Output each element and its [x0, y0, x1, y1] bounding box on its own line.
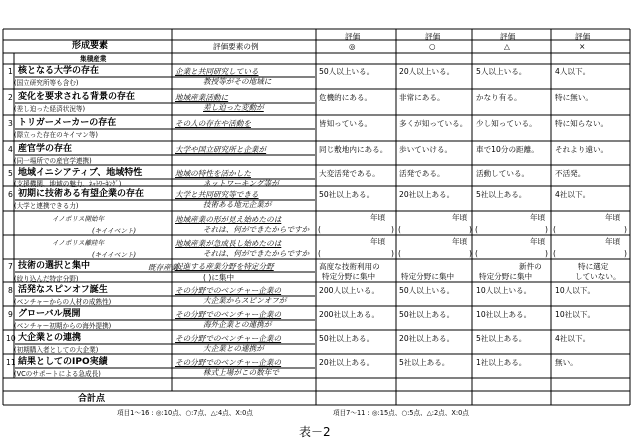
row-6-number: 6: [8, 190, 13, 199]
row-10-title: 大企業との連携: [18, 333, 82, 343]
row-7-eval-1-top: 高度な技術利用の: [319, 262, 380, 271]
innopolis-start-keyevent: (キイイベント): [92, 227, 137, 235]
symbol-double-circle: ◎: [349, 42, 356, 51]
row-10-number: 10: [6, 334, 16, 343]
decline-paren-close-1: ): [391, 249, 394, 258]
decline-paren-2: (: [398, 249, 401, 258]
row-7-eval-4: 特に選定: [578, 262, 609, 271]
row-1-title: 核となる大学の存在: [18, 66, 100, 76]
row-1-eval-4: 4人以下。: [555, 67, 591, 76]
row-5-example-2: ネットワーキング等が: [203, 179, 279, 188]
row-10-example-2: 大企業との連携が: [203, 344, 264, 353]
row-9-eval-1: 200社以上ある。: [319, 310, 380, 319]
row-4-number: 4: [8, 145, 13, 154]
row-9-eval-3: 10社以上ある。: [476, 310, 532, 319]
eval-header-3: 評価: [500, 32, 516, 41]
innopolis-decline-label: イノポリス離陸年: [52, 239, 105, 247]
row-4-eval-1: 同じ敷地内にある。: [319, 145, 388, 154]
start-paren-close-4: ): [624, 225, 627, 234]
row-1-example-1: 企業と共同研究している: [175, 67, 259, 76]
row-8-eval-3: 10人以上いる。: [476, 286, 532, 295]
start-paren-close-2: ): [469, 225, 472, 234]
eval-header-2: 評価: [425, 32, 441, 41]
row-11-title: 結果としてのIPO実績: [18, 357, 108, 367]
row-2-example-2: 差し迫った変動が: [203, 103, 264, 112]
row-8-eval-1: 200人以上いる。: [319, 286, 380, 295]
row-3-eval-1: 皆知っている。: [319, 119, 373, 128]
row-10-eval-4: 4社以下。: [555, 334, 591, 343]
decline-paren-close-2: ): [469, 249, 472, 258]
row-4-sub: (同一場所での産官学連携): [14, 157, 92, 165]
row-2-title: 変化を要求される背景の存在: [18, 92, 136, 102]
row-11-example-2: 株式上場がこの数年で: [203, 368, 279, 377]
row-2-eval-2: 非常にある。: [399, 93, 445, 102]
scoring-legend-b: 項目7～11 : ◎:15点、○:5点、△:2点、X:0点: [333, 409, 469, 417]
row-6-example-1: 大学と共同研究等できる: [175, 190, 259, 199]
row-3-number: 3: [8, 119, 13, 128]
row-11-example-1: その分野でのベンチャー企業の: [175, 358, 282, 367]
row-7-example-1: 既存産業: [148, 263, 179, 272]
innopolis-start-label: イノポリス開始年: [52, 215, 105, 223]
row-1-eval-3: 5人以上いる。: [476, 67, 527, 76]
start-paren-4: (: [553, 225, 556, 234]
start-year-4: 年頃: [605, 213, 621, 222]
eval-header-1: 評価: [345, 32, 361, 41]
start-paren-3: (: [475, 225, 478, 234]
row-7-title: 技術の選択と集中: [18, 261, 91, 271]
innopolis-start-example-2: それは、何ができたからですか: [203, 225, 310, 234]
row-10-eval-1: 50社以上ある。: [319, 334, 375, 343]
row-5-eval-2: 活発である。: [399, 169, 445, 178]
table-caption: 表－2: [299, 425, 331, 439]
row-9-eval-2: 50社以上ある。: [399, 310, 455, 319]
row-8-eval-2: 50人以上いる。: [399, 286, 455, 295]
row-1-eval-2: 20人以上いる。: [399, 67, 455, 76]
example-header: 評価要素の例: [213, 42, 259, 51]
innopolis-start-example-1: 地域産業の形が見え始めたのは: [175, 215, 282, 224]
row-3-eval-3: 少し知っている。: [476, 119, 537, 128]
symbol-circle: ○: [429, 42, 436, 51]
row-7-sub: (絞り込んだ特定分野): [14, 275, 79, 283]
row-10-example-1: その分野でのベンチャー企業の: [175, 334, 282, 343]
decline-year-4: 年頃: [605, 237, 621, 246]
row-5-example-1: 地域の特性を活かした: [175, 169, 251, 178]
row-6-example-2: 技術ある地元企業が: [203, 200, 272, 209]
row-8-number: 8: [8, 286, 13, 295]
start-year-2: 年頃: [452, 213, 468, 222]
row-5-eval-1: 大変活発である。: [319, 169, 380, 178]
row-1-sub: (国立研究所等も含む): [14, 79, 79, 87]
scoring-legend-a: 項目1～16 : ◎:10点、○:7点、△:4点、X:0点: [117, 409, 253, 417]
row-9-sub: (ベンチャー初期からの海外提携): [14, 322, 112, 330]
row-7-example-3: ( )に集中: [203, 273, 235, 282]
decline-year-2: 年頃: [452, 237, 468, 246]
factor-header: 形成要素: [72, 41, 109, 51]
row-10-eval-2: 20社以上ある。: [399, 334, 455, 343]
start-paren-2: (: [398, 225, 401, 234]
row-1-eval-1: 50人以上いる。: [319, 67, 375, 76]
row-6-eval-1: 50社以上ある。: [319, 190, 375, 199]
row-5-sub: (支援機関、地域の魅力、ﾈｯﾄﾜｰｷﾝｸﾞ): [14, 180, 122, 188]
row-3-sub: (際立った存在のキイマン等): [14, 131, 99, 139]
row-9-eval-4: 10社以下。: [555, 310, 596, 319]
row-6-sub: (大学と連携できる力): [14, 202, 79, 210]
row-8-eval-4: 10人以下。: [555, 286, 596, 295]
cluster-industry-label: 集積産業: [80, 55, 107, 63]
row-7-eval-3: 特定分野に集中: [479, 272, 533, 281]
total-label: 合計点: [78, 394, 106, 404]
row-3-example-1: その人の存在や活動を: [175, 119, 251, 128]
row-1-example-2: 教授等がその地域に: [203, 77, 272, 86]
row-6-eval-2: 20社以上ある。: [399, 190, 455, 199]
row-8-title: 活発なスピンオフ誕生: [18, 285, 108, 295]
start-paren-close-3: ): [545, 225, 548, 234]
row-6-eval-4: 4社以下。: [555, 190, 591, 199]
row-8-example-2: 大企業からスピンオフが: [203, 296, 287, 305]
row-7-eval-2: 特定分野に集中: [401, 272, 455, 281]
innopolis-decline-example-1: 地域産業が急成長し始めたのは: [175, 239, 282, 248]
row-7-eval-4-top: 新件の: [519, 262, 542, 271]
decline-paren-close-4: ): [624, 249, 627, 258]
row-7-example-2: 促進する産業分野を特定分野: [175, 262, 274, 271]
row-2-example-1: 地域産業活動に: [175, 93, 229, 102]
row-5-eval-3: 活動している。: [476, 169, 530, 178]
decline-paren-1: (: [318, 249, 321, 258]
decline-paren-4: (: [553, 249, 556, 258]
eval-header-4: 評価: [575, 32, 591, 41]
row-7-number: 7: [8, 262, 13, 271]
start-year-3: 年頃: [530, 213, 546, 222]
row-7-eval-4-bottom: していない。: [575, 272, 621, 281]
row-3-title: トリガーメーカーの存在: [18, 118, 117, 128]
row-9-example-1: その分野でのベンチャー企業の: [175, 310, 282, 319]
decline-year-3: 年頃: [530, 237, 546, 246]
row-2-eval-1: 危機的にある。: [319, 93, 373, 102]
row-1-number: 1: [8, 67, 13, 76]
start-year-1: 年頃: [370, 213, 386, 222]
row-5-title: 地域イニシアティブ、地域特性: [18, 168, 143, 178]
row-4-eval-4: それより遠い。: [555, 145, 609, 154]
row-9-example-2: 海外企業との連携が: [203, 320, 272, 329]
row-11-eval-2: 5社以上ある。: [399, 358, 450, 367]
innopolis-decline-keyevent: (キイイベント): [92, 251, 137, 259]
row-2-eval-3: かなり有る。: [476, 93, 522, 102]
decline-year-1: 年頃: [370, 237, 386, 246]
row-2-sub: (差し迫った経済状況等): [14, 105, 86, 113]
row-6-title: 初期に技術ある有望企業の存在: [18, 189, 145, 199]
row-5-eval-4: 不活発。: [555, 169, 586, 178]
start-paren-1: (: [318, 225, 321, 234]
row-2-number: 2: [8, 93, 13, 102]
decline-paren-close-3: ): [545, 249, 548, 258]
row-6-eval-3: 5社以上ある。: [476, 190, 527, 199]
row-8-example-1: その分野でのベンチャー企業の: [175, 286, 282, 295]
row-4-eval-3: 車で10分の距離。: [476, 145, 539, 154]
symbol-triangle: △: [504, 42, 510, 51]
row-11-eval-4: 無い。: [555, 358, 578, 367]
row-11-number: 11: [6, 358, 16, 367]
row-11-sub: (VCのサポートによる急成長): [14, 370, 101, 378]
row-10-eval-3: 5社以上ある。: [476, 334, 527, 343]
row-11-eval-1: 20社以上ある。: [319, 358, 375, 367]
row-2-eval-4: 特に無い。: [555, 93, 593, 102]
innopolis-decline-example-2: それは、何ができたからですか: [203, 249, 310, 258]
row-10-sub: (初期購入者としての大企業): [14, 346, 99, 354]
start-paren-close-1: ): [391, 225, 394, 234]
row-5-number: 5: [8, 169, 13, 178]
row-4-title: 産官学の存在: [18, 144, 73, 154]
row-9-number: 9: [8, 310, 13, 319]
row-4-eval-2: 歩いていける。: [399, 145, 453, 154]
row-11-eval-3: 1社以上ある。: [476, 358, 527, 367]
row-3-eval-4: 特に知らない。: [555, 119, 609, 128]
decline-paren-3: (: [475, 249, 478, 258]
row-7-eval-1: 特定分野に集中: [322, 272, 376, 281]
row-8-sub: (ベンチャーからの人材の成熟性): [14, 298, 112, 306]
row-3-eval-2: 多くが知っている。: [399, 119, 468, 128]
row-4-example-1: 大学や国立研究所と企業が: [175, 145, 267, 154]
row-9-title: グローバル展開: [18, 309, 81, 319]
symbol-cross: ×: [579, 42, 586, 51]
